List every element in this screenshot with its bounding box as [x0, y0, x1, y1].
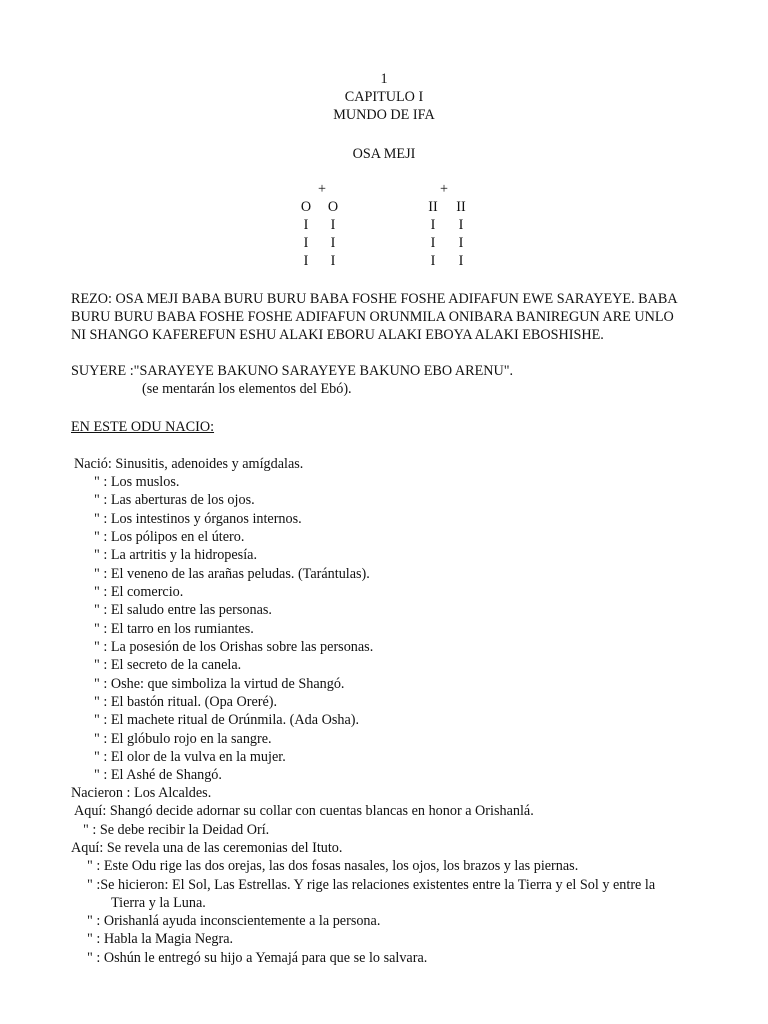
list-item: " : Orishanlá ayuda inconscientemente a la persona. [87, 913, 381, 929]
sign-left-mark: I [330, 235, 336, 251]
list-item: " : Habla la Magia Negra. [87, 931, 234, 947]
list-item: " : El tarro en los rumiantes. [94, 621, 254, 637]
list-item: " : Oshún le entregó su hijo a Yemajá para que se lo salvara. [87, 950, 428, 966]
chapter-title: CAPITULO I [344, 89, 424, 105]
list-item: " : El saludo entre las personas. [94, 602, 272, 618]
list-item: Tierra y la Luna. [111, 895, 206, 911]
list-item: Aquí: Se revela una de las ceremonias del Ituto. [71, 840, 343, 856]
sign-right-plus: + [439, 181, 448, 197]
sign-right-mark: I [430, 235, 436, 251]
list-item: " : El olor de la vulva en la mujer. [94, 749, 286, 765]
list-item: " : Los muslos. [94, 474, 180, 490]
sign-left-mark: I [330, 253, 336, 269]
sign-right-mark: I [458, 235, 464, 251]
list-item: Nacieron : Los Alcaldes. [71, 785, 212, 801]
list-item: " : Las aberturas de los ojos. [94, 492, 255, 508]
list-item: " : La posesión de los Orishas sobre las personas. [94, 639, 374, 655]
page-number: 1 [380, 71, 388, 87]
sign-left-plus: + [317, 181, 326, 197]
list-item: " : El bastón ritual. (Opa Oreré). [94, 694, 278, 710]
sign-left-mark: I [330, 217, 336, 233]
chapter-subtitle: MUNDO DE IFA [333, 107, 435, 123]
section-heading: EN ESTE ODU NACIO: [71, 419, 215, 435]
list-item: " :Se hicieron: El Sol, Las Estrellas. Y rige las relaciones existentes entre la Tierra y el Sol y entre la [87, 877, 656, 893]
rezo-line: BURU BURU BABA FOSHE FOSHE ADIFAFUN ORUNMILA ONIBARA BANIREGUN ARE UNLO [71, 309, 674, 325]
sign-left-mark: I [303, 217, 309, 233]
list-item: " : Los pólipos en el útero. [94, 529, 245, 545]
list-item: " : El veneno de las arañas peludas. (Tarántulas). [94, 566, 370, 582]
suyere-note: (se mentarán los elementos del Ebó). [142, 381, 352, 397]
list-item: " : El machete ritual de Orúnmila. (Ada Osha). [94, 712, 360, 728]
list-item: Aquí: Shangó decide adornar su collar con cuentas blancas en honor a Orishanlá. [74, 803, 534, 819]
odu-name: OSA MEJI [352, 146, 416, 162]
rezo-line: REZO: OSA MEJI BABA BURU BURU BABA FOSHE FOSHE ADIFAFUN EWE SARAYEYE. BABA [71, 291, 678, 307]
sign-left-mark: O [327, 199, 339, 215]
sign-left-mark: I [303, 235, 309, 251]
sign-right-mark: I [430, 253, 436, 269]
sign-right-mark: II [456, 199, 466, 215]
list-item: " : La artritis y la hidropesía. [94, 547, 257, 563]
list-item: " : Oshe: que simboliza la virtud de Shangó. [94, 676, 345, 692]
list-item: " : Los intestinos y órganos internos. [94, 511, 302, 527]
sign-right-mark: I [458, 253, 464, 269]
list-item: " : El secreto de la canela. [94, 657, 242, 673]
sign-right-mark: I [430, 217, 436, 233]
list-item: " : Este Odu rige las dos orejas, las dos fosas nasales, los ojos, los brazos y las piernas. [87, 858, 579, 874]
list-item: " : El glóbulo rojo en la sangre. [94, 731, 272, 747]
sign-left-mark: O [300, 199, 312, 215]
list-item: " : El comercio. [94, 584, 184, 600]
list-item: Nació: Sinusitis, adenoides y amígdalas. [74, 456, 304, 472]
list-item: " : El Ashé de Shangó. [94, 767, 222, 783]
sign-right-mark: I [458, 217, 464, 233]
list-item: " : Se debe recibir la Deidad Orí. [83, 822, 270, 838]
sign-right-mark: II [428, 199, 438, 215]
rezo-line: NI SHANGO KAFEREFUN ESHU ALAKI EBORU ALAKI EBOYA ALAKI EBOSHISHE. [71, 327, 604, 343]
suyere-line: SUYERE :"SARAYEYE BAKUNO SARAYEYE BAKUNO EBO ARENU". [71, 363, 514, 379]
sign-left-mark: I [303, 253, 309, 269]
